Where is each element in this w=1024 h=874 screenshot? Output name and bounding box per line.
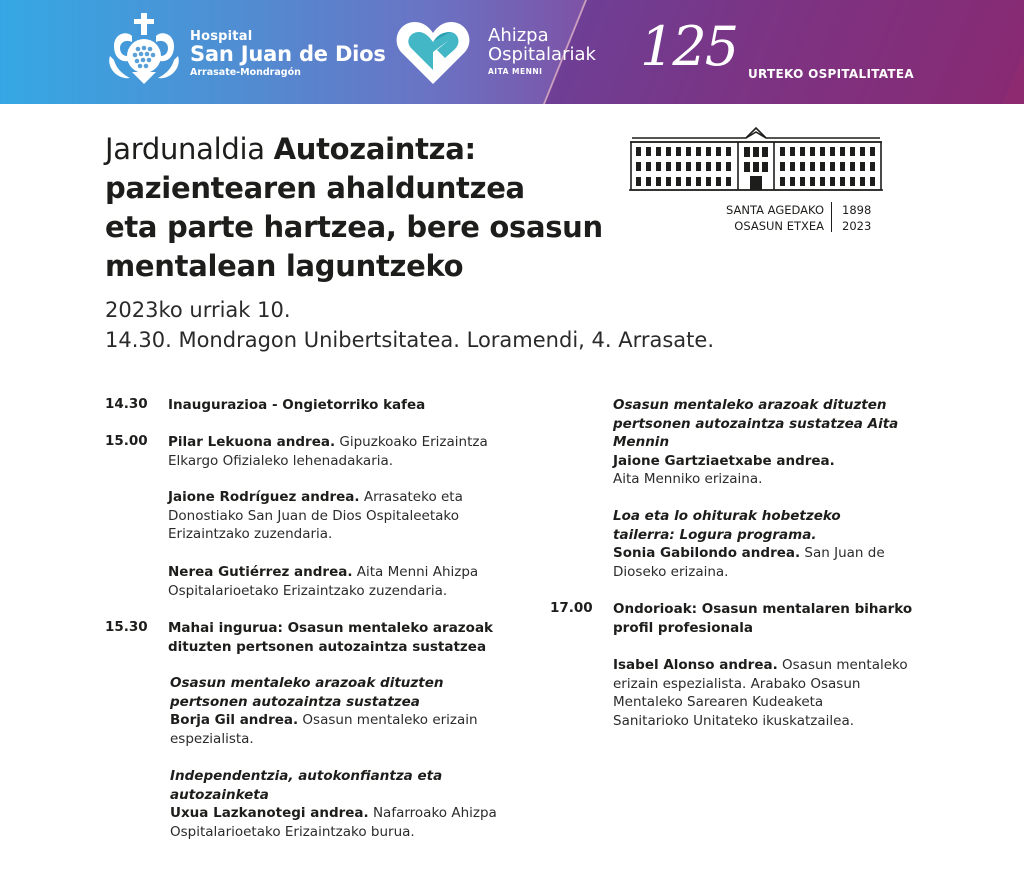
speaker-jaione-r-desc-c: Erizaintzako zuzendaria.: [168, 526, 333, 542]
anniversary-text: URTEKO OSPITALITATEA: [748, 67, 915, 81]
title-bold-word: Autozaintza:: [273, 132, 476, 166]
speaker-nerea-desc-b: Ospitalarioetako Erizaintzako zuzendaria.: [168, 582, 448, 599]
conclusions-title-a: Ondorioak: Osasun mentalaren biharko: [613, 601, 913, 617]
speaker-isabel-desc-d: Sanitarioko Unitateko ikuskatzailea.: [613, 712, 855, 729]
speaker-uxua-desc-b: Ospitalarioetako Erizaintzako burua.: [170, 823, 415, 840]
round-table-title-b: dituzten pertsonen autozaintza sustatzea: [168, 638, 487, 655]
talk-borja-title-b: pertsonen autozaintza sustatzea: [170, 693, 420, 710]
building-drawing-icon: [628, 124, 884, 196]
talk-sonia-title-a: Loa eta lo ohiturak hobetzeko: [613, 508, 841, 524]
building-caption-years: [842, 202, 871, 234]
title-line3: eta parte hartzea, bere osasun: [105, 210, 603, 244]
speaker-sonia-desc-a: San Juan de: [800, 545, 885, 561]
conclusions-title-b: profil profesionala: [613, 619, 753, 636]
title-line2: pazientearen ahalduntzea: [105, 171, 525, 205]
round-table-title-a: Mahai ingurua: Osasun mentaleko arazoak: [168, 620, 494, 636]
program-conclusions: [613, 600, 943, 637]
ahizpa-name-block: [488, 26, 596, 76]
speaker-borja-name: Borja Gil andrea.: [170, 712, 299, 728]
speaker-isabel-name: Isabel Alonso andrea.: [613, 657, 778, 673]
program-time-1500: 15.00: [105, 433, 148, 449]
speaker-jaione-r-desc-a: Arrasateko eta: [359, 489, 463, 505]
hospital-place: Arrasate-Mondragón: [190, 67, 301, 78]
speaker-borja-desc-b: espezialista.: [170, 730, 254, 747]
speaker-isabel-desc-b: erizain espezialista. Arabako Osasun: [613, 675, 861, 692]
building-caption-names: [696, 202, 824, 234]
talk-jaione-g-title-a: Osasun mentaleko arazoak dituzten: [613, 397, 887, 413]
header-banner: [0, 0, 1024, 104]
speaker-sonia-desc-b: Dioseko erizaina.: [613, 563, 729, 580]
speaker-jaione-r-name: Jaione Rodríguez andrea.: [168, 489, 360, 505]
speaker-isabel-desc-a: Osasun mentaleko: [777, 657, 908, 673]
speaker-jaione-rodriguez: [168, 488, 528, 544]
anniversary-block: [640, 15, 915, 81]
speaker-uxua-name: Uxua Lazkanotegi andrea.: [170, 805, 369, 821]
hospital-name: San Juan de Dios: [190, 42, 386, 66]
building-caption-divider: [831, 202, 832, 232]
program-item-inauguration: Inaugurazioa - Ongietorriko kafea: [168, 397, 426, 413]
speaker-pilar-desc-a: Gipuzkoako Erizaintza: [335, 434, 488, 450]
banner-split-panel: [543, 0, 1024, 104]
talk-sonia-title-b: tailerra: Logura programa.: [613, 526, 817, 543]
speaker-borja-desc-a: Osasun mentaleko erizain: [298, 712, 478, 728]
talk-jaione-g-title-b: pertsonen autozaintza sustatzea Aita: [613, 415, 899, 432]
ahizpa-line2: Ospitalariak: [488, 44, 596, 66]
talk-sonia: [613, 507, 943, 581]
talk-uxua-title-b: autozainketa: [170, 786, 269, 803]
title-prefix: Jardunaldia: [105, 132, 274, 166]
speaker-jaione-g-desc: Aita Menniko erizaina.: [613, 471, 763, 487]
heart-logo-icon: [393, 14, 473, 90]
speaker-isabel-desc-c: Mentaleko Sarearen Kudeaketa: [613, 694, 824, 710]
speaker-pilar: [168, 433, 528, 470]
speaker-sonia-name: Sonia Gabilondo andrea.: [613, 545, 801, 561]
talk-jaione-gartziaetxabe: [613, 396, 943, 489]
speaker-isabel: [613, 656, 953, 730]
speaker-nerea-desc-a: Aita Menni Ahizpa: [352, 564, 479, 580]
speaker-nerea-name: Nerea Gutiérrez andrea.: [168, 564, 353, 580]
talk-uxua: [170, 767, 530, 841]
title-line4: mentalean laguntzeko: [105, 249, 464, 283]
ahizpa-line3: AITA MENNI: [488, 66, 543, 76]
building-year-start: 1898: [842, 203, 872, 217]
talk-uxua-title-a: Independentzia, autokonfiantza eta: [170, 768, 443, 784]
ahizpa-line1: Ahizpa: [488, 25, 549, 46]
program-time-1700: 17.00: [550, 600, 593, 616]
building-caption-line2: OSASUN ETXEA: [734, 219, 824, 233]
speaker-pilar-name: Pilar Lekuona andrea.: [168, 434, 336, 450]
event-place: 14.30. Mondragon Unibertsitatea. Loramendi, 4. Arrasate.: [105, 328, 714, 352]
speaker-uxua-desc-a: Nafarroako Ahizpa: [368, 805, 497, 821]
building-caption-line1: SANTA AGEDAKO: [726, 203, 824, 217]
speaker-jaione-r-desc-b: Donostiako San Juan de Dios Ospitaleetako: [168, 507, 460, 524]
speaker-jaione-g-name: Jaione Gartziaetxabe andrea.: [613, 452, 835, 469]
hospital-small-label: Hospital: [190, 29, 253, 44]
talk-borja-title-a: Osasun mentaleko arazoak dituzten: [170, 675, 444, 691]
building-year-end: 2023: [842, 219, 872, 233]
speaker-pilar-desc-b: Elkargo Ofizialeko lehenadakaria.: [168, 452, 394, 469]
program-time-1530: 15.30: [105, 619, 148, 635]
talk-jaione-g-title-c: Mennin: [613, 434, 670, 450]
talk-borja: [170, 674, 530, 748]
title-line1: [105, 130, 665, 169]
speaker-nerea: [168, 563, 528, 600]
page-title: [105, 130, 665, 286]
event-date: 2023ko urriak 10.: [105, 298, 291, 322]
hospital-emblem-icon: [104, 12, 184, 88]
anniversary-number: 125: [640, 15, 738, 78]
hospital-name-block: [190, 30, 386, 78]
program-time-1430: 14.30: [105, 396, 148, 412]
program-round-table: [168, 619, 528, 656]
